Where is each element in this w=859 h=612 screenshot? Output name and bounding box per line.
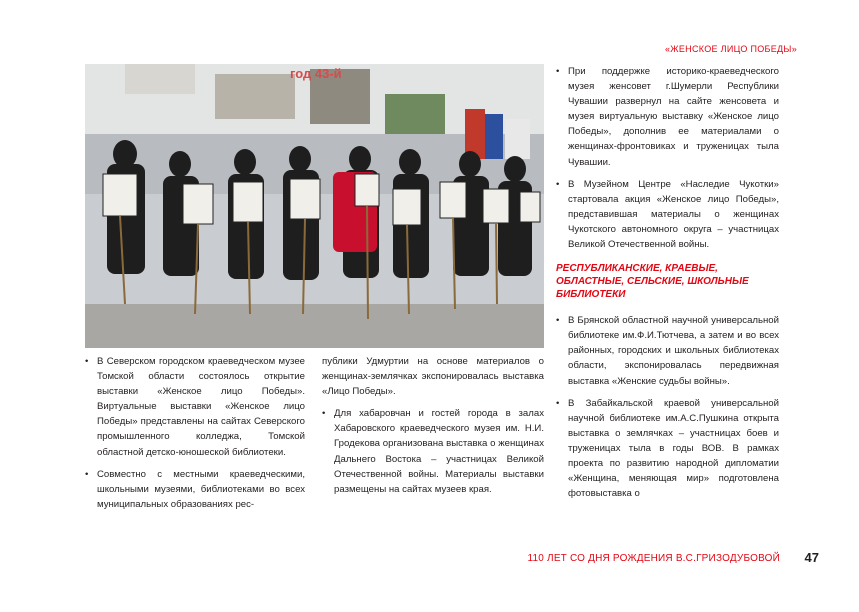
left-column-list bbox=[85, 354, 305, 512]
running-header: «ЖЕНСКОЕ ЛИЦО ПОБЕДЫ» bbox=[664, 44, 797, 54]
paragraph-udmurtia-continued: публики Удмуртии на основе материалов о женщинах-землячках экспонировалась выставка «Лицо Победы». bbox=[322, 356, 544, 398]
paragraph-khabarovsk-museum: • Для хабаровчан и гостей города в залах Хабаровского краеведческого музея им. Н.И. Гродекова организована выставка о женщинах Дальнего Востока – участницах Великой Отечественной войны. Материалы выставки размещены на сайтах музеев края. bbox=[322, 406, 544, 497]
section-title-libraries: РЕСПУБЛИКАНСКИЕ, КРАЕВЫЕ, ОБЛАСТНЫЕ, СЕЛЬСКИЕ, ШКОЛЬНЫЕ БИБЛИОТЕКИ bbox=[556, 263, 749, 301]
page-number: 47 bbox=[804, 550, 819, 565]
paragraph-zabaikalsky-library: • В Забайкальской краевой универсальной научной библиотеке им.А.С.Пушкина открыта выставка о землячках – участницах боев и труженицах тыла в годы ВОВ. В рамках проекта по развитию народной дипломатии «Женщина, меняющая мир» подготовлена фотовыставка о bbox=[556, 396, 779, 502]
running-footer: 110 ЛЕТ СО ДНЯ РОЖДЕНИЯ В.С.ГРИЗОДУБОВОЙ bbox=[527, 553, 780, 564]
right-column-list-top bbox=[556, 64, 779, 252]
paragraph-udmurtia-museums: • Совместно с местными краеведческими, школьными музеями, библиотеками во всех муниципальных образованиях рес- bbox=[85, 467, 305, 512]
paragraph-chukotka-museum: • В Музейном Центре «Наследие Чукотки» стартовала акция «Женское лицо Победы», представившая материалы о женщинах Чукотского автономного округа – участницах Великой Отечественной войны. bbox=[556, 177, 779, 252]
paragraph-bryansk-library: • В Брянской областной научной универсальной библиотеке им.Ф.И.Тютчева, а затем и во всех районных, городских и школьных библиотеках области, экспонировалась передвижная выставка «Женские судьбы войны». bbox=[556, 313, 779, 388]
middle-column bbox=[322, 354, 544, 504]
right-column-list-bottom bbox=[556, 313, 779, 501]
middle-column-list bbox=[322, 406, 544, 497]
right-column bbox=[556, 64, 779, 508]
banner-text: год 43-й bbox=[290, 66, 342, 81]
paragraph-seversk-museum: • В Северском городском краеведческом музее Томской области состоялось открытие выставки «Женское лицо Победы». Виртуальные выставки «Женское лицо Победы» представлены на сайтах Северского промышленного колледжа, Томской областной детско-юношеской библиотеки. bbox=[85, 354, 305, 460]
event-photo bbox=[85, 64, 544, 348]
left-column bbox=[85, 354, 305, 519]
event-photo-illustration bbox=[85, 64, 544, 348]
paragraph-shumerly-museum: • При поддержке историко-краеведческого музея женсовет г.Шумерли Республики Чувашии развернул на сайте женсовета и музея виртуальную выставку «Женское лицо Победы», дополнив ее материалами о женщинах-фронтовиках и труженицах тыла Чувашии. bbox=[556, 64, 779, 170]
